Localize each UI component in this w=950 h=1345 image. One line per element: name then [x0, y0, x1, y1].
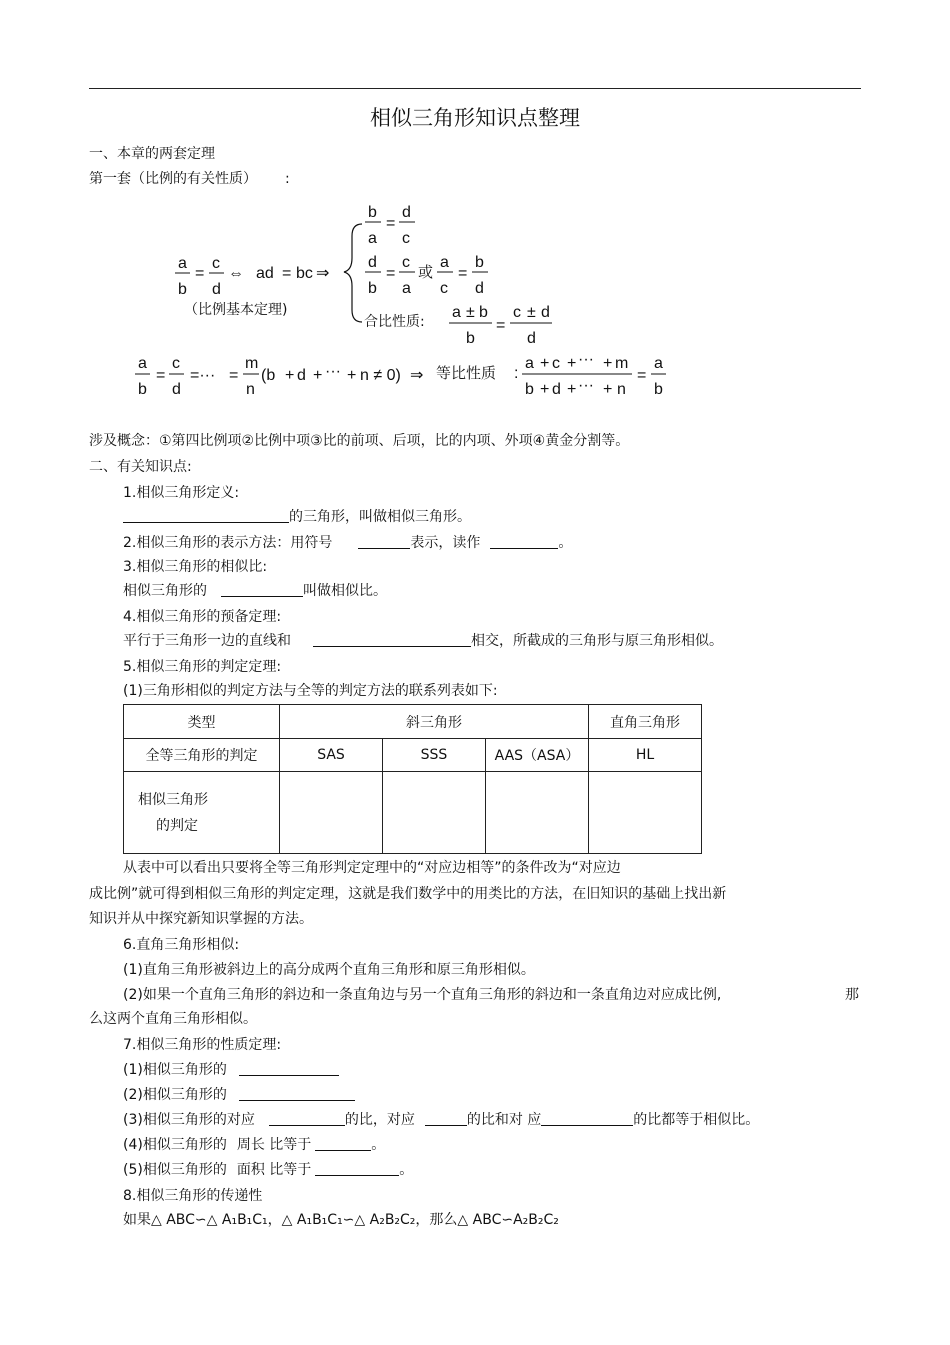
p7-3-text-d: 的比都等于相似比。: [633, 1112, 760, 1128]
cond-plus3: +: [347, 367, 357, 384]
frac1-den: b: [178, 281, 187, 298]
comparison-table: [123, 704, 702, 854]
sum2-den: d: [527, 330, 536, 347]
p5-sub: (1)三角形相似的判定方法与全等的判定方法的联系列表如下:: [123, 683, 498, 699]
p3-line: [123, 582, 387, 600]
er3-num: m: [245, 355, 259, 372]
p4-title: 4.相似三角形的预备定理:: [123, 609, 282, 625]
erD-n: n: [617, 381, 626, 398]
p7-5-text-a: (5)相似三角形的: [123, 1162, 227, 1178]
p5-text-3: 知识并从中探究新知识掌握的方法。: [89, 911, 313, 927]
sum1-pm: ±: [466, 304, 475, 321]
set1-colon: :: [285, 171, 290, 187]
blank: [315, 1161, 399, 1176]
erD-dots: ···: [578, 377, 594, 394]
frac2-num: c: [212, 255, 220, 272]
cond-plus1: +: [285, 367, 295, 384]
sum2-num-d: d: [541, 304, 550, 321]
inv1-num: b: [368, 204, 377, 221]
inv2-num: d: [402, 204, 411, 221]
p5-title: 5.相似三角形的判定定理:: [123, 659, 282, 675]
alt4-den: d: [475, 280, 484, 297]
blank: [239, 1061, 339, 1076]
p3-text-b: 叫做相似比。: [303, 583, 387, 599]
implies-2: ⇒: [410, 367, 424, 384]
th-type: 类型: [124, 705, 280, 739]
th-right: 直角三角形: [589, 705, 702, 739]
er1-den: b: [138, 381, 147, 398]
p7-1-text: (1)相似三角形的: [123, 1062, 227, 1078]
alt1-den: b: [368, 280, 377, 297]
row-similar-label-2: 的判定: [156, 817, 198, 834]
eq-1: =: [195, 265, 205, 282]
bc-term: bc: [296, 265, 313, 282]
erN-c: c: [552, 355, 560, 372]
section1-heading: 一、本章的两套定理: [89, 146, 215, 162]
erD-b: b: [525, 381, 534, 398]
er-eq2: =: [229, 367, 239, 384]
cell-empty: [486, 772, 589, 854]
p7-title: 7.相似三角形的性质定理:: [123, 1037, 282, 1053]
page-title: 相似三角形知识点整理: [370, 106, 580, 130]
p1-title: 1.相似三角形定义:: [123, 485, 240, 501]
iff-symbol: ⇔: [228, 265, 244, 282]
p7-item-5: [123, 1161, 413, 1179]
eq-2: =: [282, 265, 292, 282]
or-word: 或: [418, 263, 434, 281]
p4-line: [123, 632, 723, 650]
er-eq3: =: [637, 367, 647, 384]
p5-text-2: 成比例”就可得到相似三角形的判定定理，这就是我们数学中的用类比的方法，在旧知识的基础上找出新: [89, 886, 727, 902]
blank: [490, 534, 558, 549]
implies-1: ⇒: [316, 265, 330, 282]
alt-eq2: =: [458, 265, 468, 282]
er4-den: b: [654, 381, 663, 398]
ad-term: ad: [256, 265, 274, 282]
er1-num: a: [138, 355, 147, 372]
p7-4-text-c: 。: [371, 1137, 386, 1153]
sum1-num-b: b: [479, 304, 488, 321]
p8-title: 8.相似三角形的传递性: [123, 1188, 263, 1204]
concepts-line: 涉及概念：①第四比例项②比例中项③比的前项、后项，比的内项、外项④黄金分割等。: [89, 433, 630, 449]
cond-open: (b: [261, 367, 276, 384]
alt3-num: a: [440, 254, 449, 271]
p4-text-b: 相交，所截成的三角形与原三角形相似。: [471, 633, 723, 649]
inv-eq: =: [386, 215, 396, 232]
alt4-num: b: [475, 254, 484, 271]
er4-num: a: [654, 355, 663, 372]
sum1-num-a: a: [452, 304, 461, 321]
blank: [123, 508, 289, 523]
frac2-den: d: [212, 281, 221, 298]
proportion-formulas: [0, 0, 950, 420]
p6-item-2a: (2)如果一个直角三角形的斜边和一条直角边与另一个直角三角形的斜边和一条直角边对应成比例,: [123, 987, 722, 1003]
alt-eq1: =: [386, 265, 396, 282]
sum-eq: =: [496, 317, 506, 334]
blank: [221, 582, 303, 597]
p7-item-4: [123, 1136, 385, 1154]
p7-3-text-a: (3)相似三角形的对应: [123, 1112, 255, 1128]
p2-text-a: 2.相似三角形的表示方法：用符号: [123, 535, 333, 551]
cell-empty: [589, 772, 702, 854]
sum2-pm: ±: [527, 304, 536, 321]
erD-d: d: [552, 381, 561, 398]
p5-text-1: 从表中可以看出只要将全等三角形判定定理中的“对应边相等”的条件改为“对应边: [123, 860, 621, 876]
erN-m: m: [615, 355, 629, 372]
inv2-den: c: [402, 230, 410, 247]
row-congruent-label: 全等三角形的判定: [124, 739, 280, 772]
p7-5-text-c: 。: [399, 1162, 414, 1178]
erD-plus2: +: [567, 381, 577, 398]
p6-item-2c: 么这两个直角三角形相似。: [89, 1011, 257, 1027]
p3-title: 3.相似三角形的相似比:: [123, 559, 268, 575]
blank: [541, 1111, 633, 1126]
p7-2-text: (2)相似三角形的: [123, 1087, 227, 1103]
equal-ratio-label: 等比性质: [436, 364, 497, 382]
blank: [313, 632, 471, 647]
set1-label: 第一套（比例的有关性质）: [89, 171, 257, 187]
p6-item-2b: 那: [845, 987, 859, 1003]
p7-item-3: [123, 1111, 759, 1129]
p7-item-2: [123, 1086, 355, 1104]
p2-line: [123, 534, 572, 552]
erN-plus2: +: [567, 355, 577, 372]
blank: [269, 1111, 345, 1126]
erD-plus3: +: [603, 381, 613, 398]
alt3-den: c: [440, 280, 448, 297]
alt1-num: d: [368, 254, 377, 271]
blank: [425, 1111, 467, 1126]
frac1-num: a: [178, 255, 187, 272]
cond-dots: ···: [325, 363, 341, 380]
p7-4-text-b: 周长 比等于: [236, 1137, 312, 1153]
p7-4-text-a: (4)相似三角形的: [123, 1137, 227, 1153]
p3-text-a: 相似三角形的: [123, 583, 207, 599]
cell-aas-asa: AAS（ASA）: [486, 739, 589, 772]
cell-hl: HL: [589, 739, 702, 772]
cond-plus2: +: [313, 367, 323, 384]
p6-title: 6.直角三角形相似:: [123, 937, 240, 953]
th-oblique: 斜三角形: [280, 705, 589, 739]
alt2-num: c: [402, 254, 410, 271]
er-eq-dots: =···: [190, 367, 216, 384]
p4-text-a: 平行于三角形一边的直线和: [123, 633, 291, 649]
er2-num: c: [172, 355, 180, 372]
cell-empty: [280, 772, 383, 854]
sum-label: 合比性质:: [364, 314, 425, 330]
er-eq1: =: [156, 367, 166, 384]
blank: [239, 1086, 355, 1101]
p1-line: [123, 508, 471, 526]
p2-text-c: 。: [558, 535, 573, 551]
cell-sas: SAS: [280, 739, 383, 772]
fundamental-theorem-note: （比例基本定理): [184, 302, 288, 318]
p6-item-1: (1)直角三角形被斜边上的高分成两个直角三角形和原三角形相似。: [123, 962, 535, 978]
p7-5-text-b: 面积 比等于: [236, 1162, 312, 1178]
er-colon: :: [514, 365, 519, 382]
sum1-den: b: [466, 330, 475, 347]
p7-item-1: [123, 1061, 339, 1079]
row-similar-label-1: 相似三角形: [138, 791, 208, 808]
er3-den: n: [246, 381, 255, 398]
p1-text: 的三角形，叫做相似三角形。: [289, 509, 471, 525]
cell-empty: [383, 772, 486, 854]
erN-plus3: +: [603, 355, 613, 372]
p7-3-text-b: 的比，对应: [344, 1112, 415, 1128]
blank: [358, 534, 410, 549]
erD-plus1: +: [540, 381, 550, 398]
sum2-num-c: c: [513, 304, 521, 321]
cell-sss: SSS: [383, 739, 486, 772]
erN-dots: ···: [578, 351, 594, 368]
blank: [315, 1136, 371, 1151]
er2-den: d: [172, 381, 181, 398]
erN-plus1: +: [540, 355, 550, 372]
p2-text-b: 表示，读作: [410, 535, 481, 551]
section2-heading: 二、有关知识点:: [89, 459, 192, 475]
erN-a: a: [525, 355, 534, 372]
left-brace: [344, 224, 362, 322]
row-similar-label: [124, 772, 280, 854]
alt2-den: a: [402, 280, 411, 297]
cond-d: d: [297, 367, 306, 384]
inv1-den: a: [368, 230, 377, 247]
cond-ne: n ≠ 0): [360, 367, 401, 384]
p7-3-text-c: 的比和对 应: [466, 1112, 542, 1128]
p8-text: 如果△ ABC∽△ A₁B₁C₁，△ A₁B₁C₁∽△ A₂B₂C₂，那么△ ABC∽A₂B₂C₂: [123, 1212, 559, 1228]
